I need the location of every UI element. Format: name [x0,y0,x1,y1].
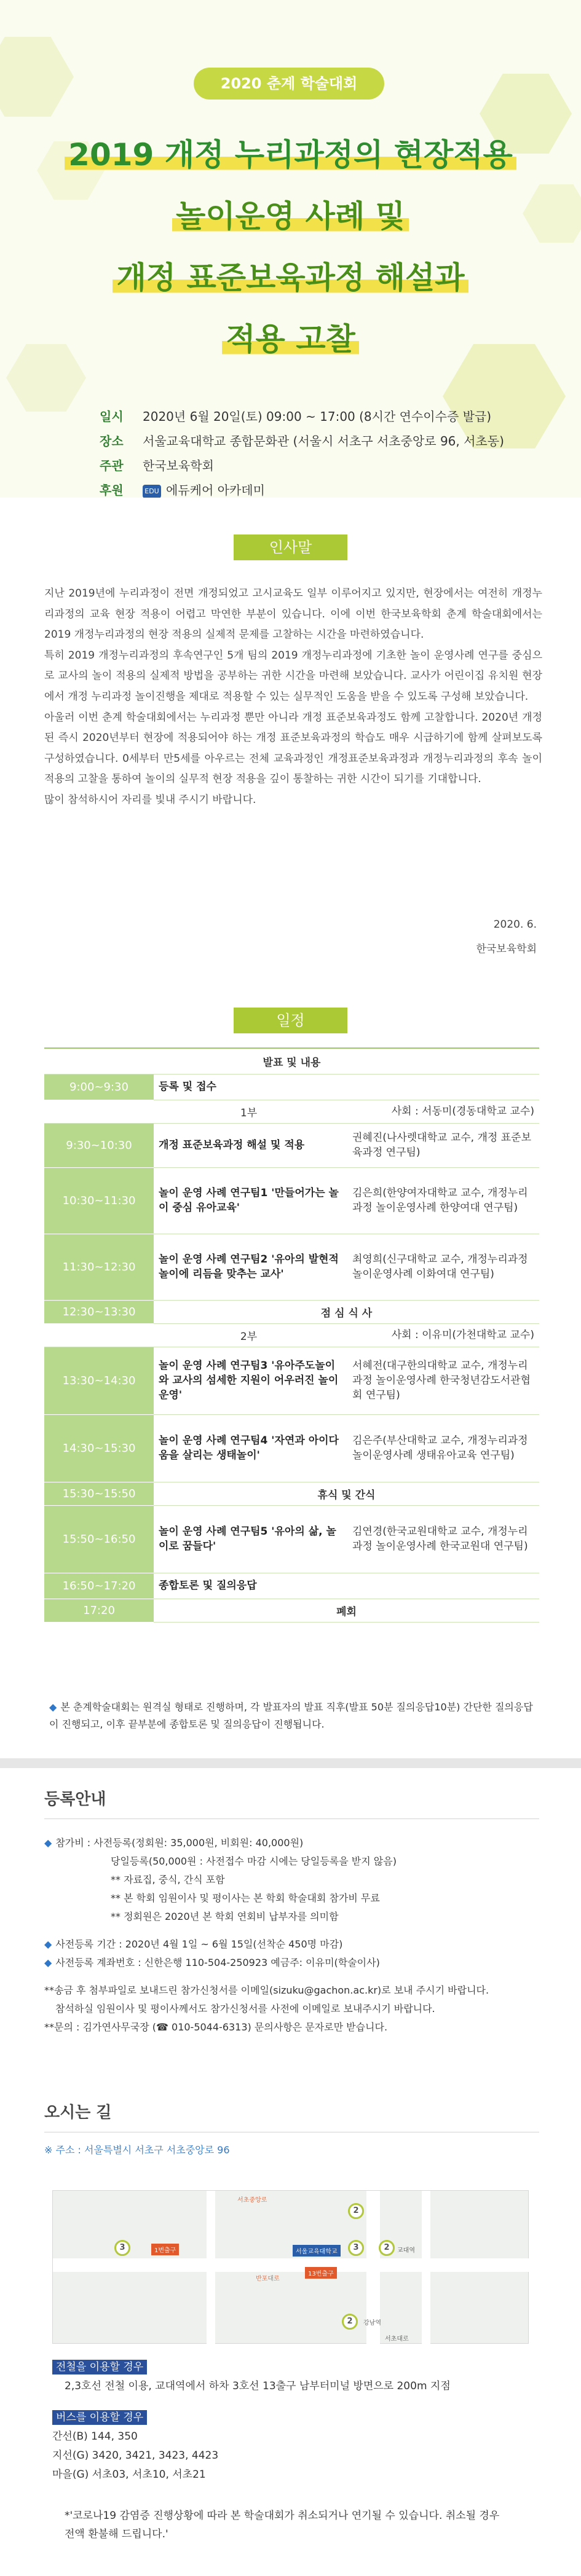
title-line-4: 적용 고찰 [0,321,581,358]
host-row: 주관 한국보육학회 [100,458,214,473]
table-row: 9:30~10:30 개정 표준보육과정 해설 및 적용 권혜진(나사렛대학교 교수, 개정 표준보육과정 연구팀) [44,1123,539,1167]
schedule-table [44,1047,539,1623]
subway-line-icon: 2 [348,2203,364,2219]
map-road-label: 서초중앙로 [237,2197,267,2204]
table-row: 17:20 폐회 [44,1599,539,1622]
table-row: 16:50~17:20 종합토론 및 질의응답 [44,1573,539,1599]
location-map [52,2190,529,2344]
subway-line-icon: 2 [342,2314,358,2330]
table-row: 13:30~14:30 놀이 운영 사례 연구팀3 '유아주도놀이와 교사의 섬세한 지원이 어우러진 놀이운영' 서혜전(대구한의대학교 교수, 개정누리과정 놀이운영사례 한국청년감도서관협회 연구팀) [44,1347,539,1414]
diamond-bullet-icon: ◆ [44,1938,52,1950]
map-station-label: 교대역 [397,2247,415,2254]
greeting-paragraph: 많이 참석하시어 자리를 빛내 주시기 바랍니다. [44,793,256,806]
subway-directions: 전철을 이용할 경우 2,3호선 전철 이용, 교대역에서 하차 3호선 13출구 남부터미널 방면으로 200m 지점 [52,2358,532,2396]
section-divider [0,1758,581,1768]
title-line-2: 놀이운영 사례 및 [0,198,581,235]
registration-title: 등록안내 [44,1790,106,1809]
table-row: 11:30~12:30 놀이 운영 사례 연구팀2 '유아의 발현적 놀이에 리듬을 맞추는 교사' 최영희(신구대학교 교수, 개정누리과정 놀이운영사례 이화여대 연구팀) [44,1234,539,1300]
sponsor-row: 후원 EDU 에듀케어 아카데미 [100,483,265,498]
directions-title: 오시는 길 [44,2104,112,2122]
schedule-header: 일정 [234,1008,347,1033]
title-line-3: 개정 표준보육과정 해설과 [0,259,581,296]
map-road [422,2191,430,2344]
hero-section [0,0,581,498]
subway-line-icon: 3 [114,2240,130,2256]
greeting-org: 한국보육학회 [476,943,537,955]
title-line-1: 2019 개정 누리과정의 현장적용 [0,136,581,173]
map-exit-marker: 1번출구 [151,2244,179,2255]
date-row: 일시 2020년 6월 20일(토) 09:00 ~ 17:00 (8시간 연수이수증 발급) [100,409,492,424]
bus-directions: 버스를 이용할 경우 간선(B) 144, 350 지선(G) 3420, 3421, 3423, 4423 마을(G) 서초03, 서초10, 서초21 [52,2411,219,2481]
event-badge: 2020 춘계 학술대회 [194,68,384,100]
diamond-bullet-icon: ◆ [44,1837,52,1849]
registration-period-block: ◆ 사전등록 기간 : 2020년 4월 1일 ~ 6월 15일(선착순 450명 마감) ◆ 사전등록 계좌번호 : 신한은행 110-504-250923 예금주: 이유미(학술이사) [44,1938,380,1968]
bus-tag: 버스를 이용할 경우 [52,2410,147,2425]
greeting-header: 인사말 [234,534,347,560]
table-row: 12:30~13:30 점 심 식 사 [44,1300,539,1323]
map-road-label: 서초대로 [385,2336,409,2343]
map-station-label: 강남역 [363,2320,381,2327]
map-road [207,2191,215,2344]
table-row: 9:00~9:30 등록 및 접수 [44,1074,539,1100]
subway-line-icon: 3 [348,2240,364,2256]
session-row: 1부 사회 : 서동미(경동대학교 교수) [44,1100,539,1123]
registration-fee-block: ◆ 참가비 : 사전등록(정회원: 35,000원, 비회원: 40,000원) 당일등록(50,000원 : 사전접수 마감 시에는 당일등록을 받지 않음) ** 자료집, 중식, 간식 포함 ** 본 학회 임원이사 및 평이사는 본 학회 학술대회 참가비 무료 ** 정회원은 2020년 본 학회 연회비 납부자를 의미함 [44,1837,397,1922]
greeting-body [44,584,542,811]
educare-logo-icon: EDU [143,485,161,498]
subway-line-icon: 2 [379,2240,395,2256]
table-row: 15:30~15:50 휴식 및 간식 [44,1482,539,1505]
final-note: *'코로나19 감염증 진행상황에 따라 본 학술대회가 취소되거나 연기될 수 있습니다. 취소될 경우 전액 환불해 드립니다.' [65,2510,500,2540]
event-info [100,404,504,498]
greeting-paragraph: 특히 2019 개정누리과정의 후속연구인 5개 팀의 2019 개정누리과정에 기초한 놀이 운영사례 연구를 중심으로 교사의 놀이 적용의 실제적 방법을 공부하는 귀한 시간을 마련해 보았습니다. 교사가 어린이집 유치원 현장에서 개정 누리과정 놀이진행을 제대로 적용할 수 있는 실무적인 도움을 받을 수 있도록 구성해 보았습니다. [44,649,542,703]
greeting-paragraph: 아울러 이번 춘계 학술대회에서는 누리과정 뿐만 아니라 개정 표준보육과정도 함께 고찰합니다. 2020년 개정된 즉시 2020년부터 현장에 적용되어야 하는 개정 표준보육과정의 학습도 매우 시급하기에 함께 살펴보도록 구성하였습니다. 0세부터 만5세를 아우르는 전체 교육과정인 개정표준보육과정과 개정누리과정의 후속 놀이적용의 고찰을 통하여 놀이의 실무적 현장 적용을 깊이 통찰하는 귀한 시간이 되기를 기대합니다. [44,711,542,786]
diamond-bullet-icon: ◆ [49,1701,57,1713]
map-road [53,2258,529,2272]
diamond-bullet-icon: ◆ [44,1957,52,1968]
map-road-label: 반포대로 [256,2276,280,2282]
table-row: 15:50~16:50 놀이 운영 사례 연구팀5 '유아의 삶, 놀이로 꿈들다' 김연경(한국교원대학교 교수, 개정누리과정 놀이운영사례 한국교원대 연구팀) [44,1505,539,1573]
registration-extra-block: **송금 후 첨부파일로 보내드린 참가신청서를 이메일(sizuku@gachon.ac.kr)로 보내 주시기 바랍니다. 참석하실 임원이사 및 평이사께서도 참가신청서를 사전에 이메일로 보내주시기 바랍니다. **문의 : 김가연사무국장 (☎ 010-5044-6313) 문의사항은 문자로만 받습니다. [44,1984,489,2033]
address-text: ※ 주소 : 서울특별시 서초구 서초중앙로 96 [44,2144,230,2156]
divider-line [44,1818,539,1819]
greeting-date: 2020. 6. [493,918,537,931]
schedule-note: ◆ 본 춘계학술대회는 원격실 형태로 진행하며, 각 발표자의 발표 직후(발표 50분 질의응답10분) 간단한 질의응답이 진행되고, 이후 끝부분에 종합토론 및 질의응답이 진행됩니다. [49,1701,533,1730]
greeting-paragraph: 지난 2019년에 누리과정이 전면 개정되었고 고시교육도 일부 이루어지고 있지만, 현장에서는 여전히 개정누리과정의 교육 현장 적용이 어렵고 막연한 부분이 있습니다. 이에 이번 한국보육학회 춘계 학술대회에서는 2019 개정누리과정의 현장 적용의 실제적 문제를 고찰하는 시간을 마련하였습니다. [44,587,542,641]
map-exit-marker: 13번출구 [305,2267,337,2279]
place-row: 장소 서울교육대학교 종합문화관 (서울시 서초구 서초중앙로 96, 서초동) [100,434,504,448]
subway-tag: 전철을 이용할 경우 [52,2360,147,2374]
table-row: 14:30~15:30 놀이 운영 사례 연구팀4 '자연과 아이다움을 살리는 생태놀이' 김은주(부산대학교 교수, 개정누리과정 놀이운영사례 생태유아교육 연구팀) [44,1414,539,1482]
map-school-marker: 서울교육대학교 [293,2245,341,2257]
session-row: 2부 사회 : 이유미(가천대학교 교수) [44,1323,539,1347]
table-row: 10:30~11:30 놀이 운영 사례 연구팀1 '만들어가는 놀이 중심 유아교육' 김은희(한양여자대학교 교수, 개정누리과정 놀이운영사례 한양여대 연구팀) [44,1167,539,1234]
decor-hexagon [0,37,74,117]
table-header-row: 발표 및 내용 [44,1048,539,1074]
